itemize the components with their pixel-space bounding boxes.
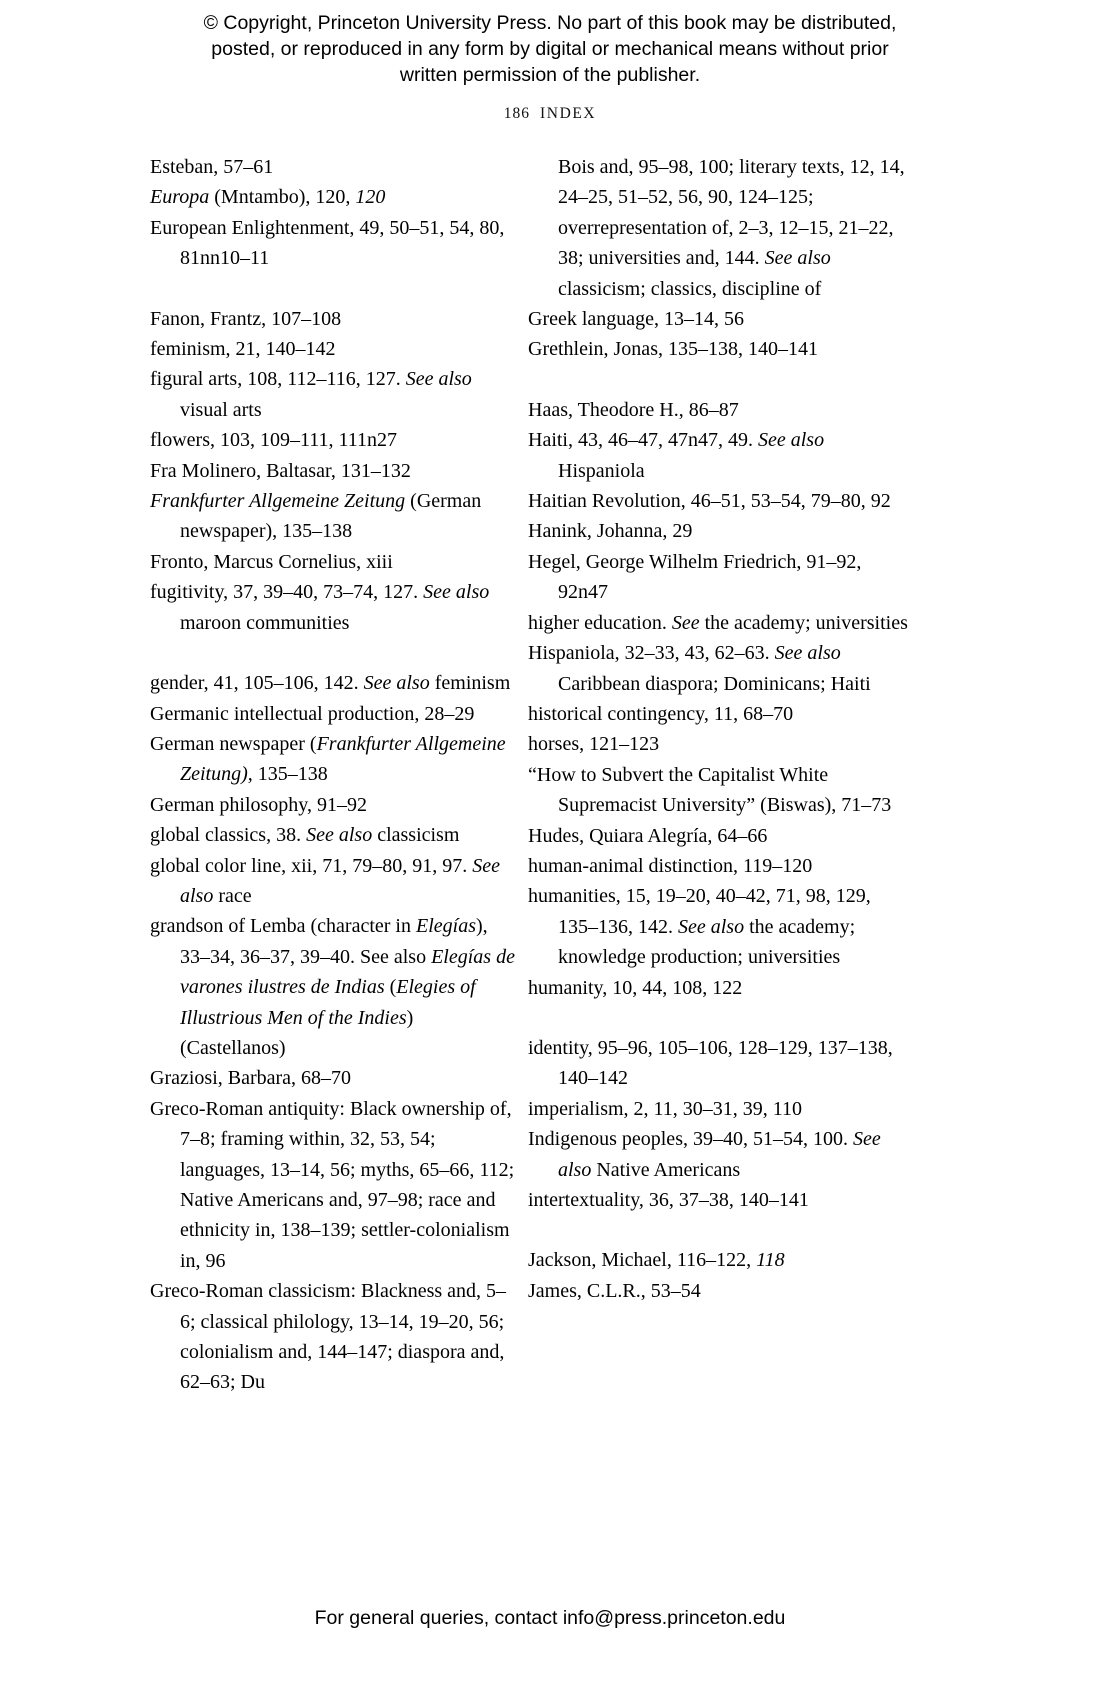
index-entry: horses, 121–123 — [528, 733, 660, 756]
index-entry: identity, 95–96, 105–106, 128–129, 137–138, 140–142 — [528, 1036, 893, 1090]
index-entry: James, C.L.R., 53–54 — [528, 1279, 701, 1302]
index-column-left — [150, 152, 520, 1398]
index-entry: higher education. See the academy; universities — [528, 611, 908, 634]
index-entry: Haiti, 43, 46–47, 47n47, 49. See also Hispaniola — [528, 429, 825, 482]
index-columns — [0, 152, 1100, 1452]
index-entry: historical contingency, 11, 68–70 — [528, 702, 794, 725]
index-entry: Greco-Roman classicism: Blackness and, 5–6; classical philology, 13–14, 19–20, 56; colonialism and, 144–147; diaspora and, 62–63; Du — [150, 1280, 507, 1394]
index-entry: Fronto, Marcus Cornelius, xiii — [150, 550, 393, 573]
index-entry: feminism, 21, 140–142 — [150, 338, 336, 361]
index-entry: Hudes, Quiara Alegría, 64–66 — [528, 824, 768, 847]
index-group-separator — [528, 1215, 908, 1245]
page-number: 186 — [503, 105, 531, 122]
index-entry: Haitian Revolution, 46–51, 53–54, 79–80, 92 — [528, 490, 891, 513]
index-entry: flowers, 103, 109–111, 111n27 — [150, 429, 398, 452]
index-entry: Greco-Roman antiquity: Black ownership of, 7–8; framing within, 32, 53, 54; languages, 13–14, 56; myths, 65–66, 112; Native Americans and, 97–98; race and ethnicity in, 138–139; settler-colonialism in, 96 — [150, 1097, 515, 1272]
running-head: INDEX — [540, 105, 597, 122]
index-entry: gender, 41, 105–106, 142. See also feminism — [150, 672, 511, 695]
index-entry: humanities, 15, 19–20, 40–42, 71, 98, 129, 135–136, 142. See also the academy; knowledge production; universities — [528, 885, 871, 969]
index-entry: German philosophy, 91–92 — [150, 793, 368, 816]
index-entry: Grethlein, Jonas, 135–138, 140–141 — [528, 338, 818, 361]
index-entry: Greek language, 13–14, 56 — [528, 308, 745, 331]
index-group-separator — [528, 365, 908, 395]
index-entry: Indigenous peoples, 39–40, 51–54, 100. See also Native Americans — [528, 1128, 881, 1181]
index-entry: fugitivity, 37, 39–40, 73–74, 127. See also maroon communities — [150, 581, 490, 634]
index-entry: Esteban, 57–61 — [150, 156, 274, 178]
index-entry: figural arts, 108, 112–116, 127. See also visual arts — [150, 368, 472, 421]
index-entry: European Enlightenment, 49, 50–51, 54, 80, 81nn10–11 — [150, 216, 505, 270]
index-entry: Hanink, Johanna, 29 — [528, 520, 693, 543]
copyright-notice: © Copyright, Princeton University Press. No part of this book may be distributed, posted, or reproduced in any form by digital or mechanical means without prior written permission of the publisher. — [203, 12, 897, 86]
index-entry: Haas, Theodore H., 86–87 — [528, 398, 739, 421]
page-folio — [0, 105, 1100, 123]
index-entry: humanity, 10, 44, 108, 122 — [528, 976, 743, 999]
index-entry: Hispaniola, 32–33, 43, 62–63. See also Caribbean diaspora; Dominicans; Haiti — [528, 642, 871, 695]
index-entry: grandson of Lemba (character in Elegías), 33–34, 36–37, 39–40. See also Elegías de varones ilustres de Indias (Elegies of Illustrious Men of the Indies) (Castellanos) — [150, 915, 515, 1059]
index-group-separator — [150, 638, 520, 668]
index-entry: Fanon, Frantz, 107–108 — [150, 307, 342, 330]
index-entry: Hegel, George Wilhelm Friedrich, 91–92, 92n47 — [528, 550, 862, 604]
index-entry: Europa (Mntambo), 120, 120 — [150, 186, 386, 209]
index-entry: Fra Molinero, Baltasar, 131–132 — [150, 459, 411, 482]
index-column-right — [528, 152, 908, 1306]
index-entry: “How to Subvert the Capitalist White Supremacist University” (Biswas), 71–73 — [528, 763, 892, 817]
index-entry: Graziosi, Barbara, 68–70 — [150, 1067, 352, 1090]
index-entry: Jackson, Michael, 116–122, 118 — [528, 1249, 785, 1272]
index-entry: Frankfurter Allgemeine Zeitung (German newspaper), 135–138 — [150, 490, 482, 543]
index-entry: human-animal distinction, 119–120 — [528, 854, 813, 877]
index-entry: imperialism, 2, 11, 30–31, 39, 110 — [528, 1097, 803, 1120]
index-entry: Germanic intellectual production, 28–29 — [150, 702, 475, 725]
footer-notice: For general queries, contact info@press.princeton.edu — [314, 1607, 786, 1629]
index-entry: global classics, 38. See also classicism — [150, 824, 460, 847]
index-entry: global color line, xii, 71, 79–80, 91, 97. See also race — [150, 854, 500, 907]
index-entry-continued: Bois and, 95–98, 100; literary texts, 12, 14, 24–25, 51–52, 56, 90, 124–125; overrepresentation of, 2–3, 12–15, 21–22, 38; universities and, 144. See also classicism; classics, discipline of — [558, 156, 905, 300]
index-entry: German newspaper (Frankfurter Allgemeine Zeitung), 135–138 — [150, 732, 506, 786]
index-entry: intertextuality, 36, 37–38, 140–141 — [528, 1189, 809, 1211]
index-group-separator — [528, 1003, 908, 1033]
index-group-separator — [150, 274, 520, 304]
